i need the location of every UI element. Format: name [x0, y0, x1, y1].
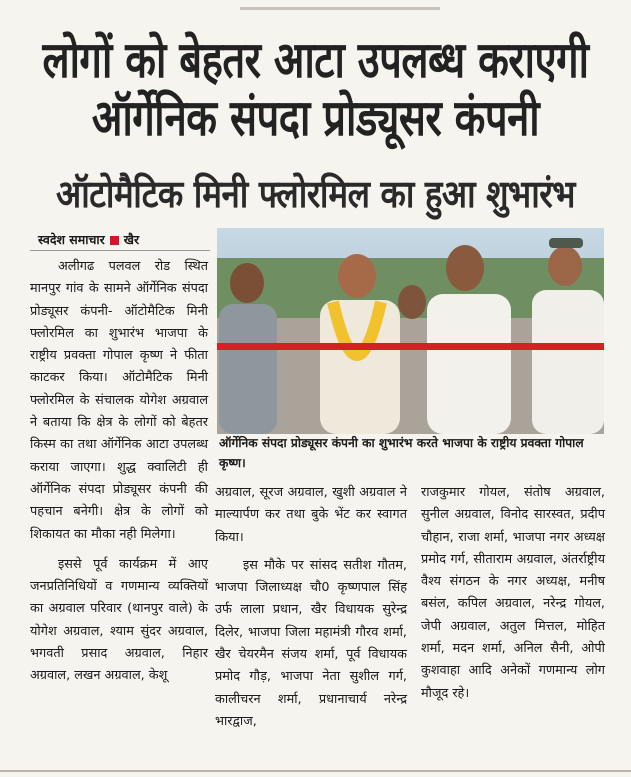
article-column-1 — [30, 256, 208, 688]
column1-paragraph-2: इससे पूर्व कार्यक्रम में आए जनप्रतिनिधियों व गणमान्य व्यक्तियों का अग्रवाल परिवार (थानपुर वाले) के योगेश अग्रवाल, श्याम सुंदर अग्रवाल, भगवती प्रसाद अग्रवाल, निहार अग्रवाल, लखन अग्रवाल, केशू — [30, 556, 208, 684]
top-page-strip — [0, 0, 631, 8]
headline-line-1: लोगों को बेहतर आटा उपलब्ध कराएगी — [42, 31, 589, 90]
column3-paragraph-1: राजकुमार गोयल, संतोष अग्रवाल, सुनील अग्रवाल, विनोद सारस्वत, प्रदीप चौहान, राजा शर्मा, भाजपा नगर अध्यक्ष प्रमोद गर्ग, सीताराम अग्रवाल, अंतर्राष्ट्रीय वैश्य संगठन के नगर अध्यक्ष, मनीष बसंल, कपिल अग्रवाल, नरेन्द्र गोयल, जेपी अग्रवाल, अतुल मित्तल, मोहित शर्मा, मदन शर्मा, अनिल सैनी, ओपी कुशवाहा आदि अनेकों गणमान्य लोग मौजूद रहे। — [421, 485, 605, 701]
column1-paragraph-1: अलीगढ पलवल रोड स्थित मानपुर गांव के सामने ऑर्गेनिक संपदा प्रोड्यूसर कंपनी- ऑटोमैटिक मिनी फ्लोरमिल का शुभारंभ भाजपा के राष्ट्रीय प्रवक्ता गोपाल कृष्ण ने फीता काटकर किया। ऑटोमैटिक मिनी फ्लोरमिल के संचालक योगेश अग्रवाल ने बताया कि क्षेत्र के लोगों को बेहतर किस्म का तथा ऑर्गेनिक आटा उपलब्ध कराया जाएगा। शुद्ध क्वालिटी ही ऑर्गेनिक संपदा प्रोड्यूसर कंपनी की पहचान बनेगी। क्षेत्र के लोगों को शिकायत का मौका नही मिलेगा। — [30, 259, 208, 542]
byline-place: खैर — [123, 232, 140, 247]
byline — [38, 231, 139, 248]
byline-divider — [30, 250, 210, 251]
column2-paragraph-1: अग्रवाल, सूरज अग्रवाल, खुशी अग्रवाल ने माल्यार्पण कर तथा बुके भेंट कर स्वागत किया। — [215, 485, 407, 545]
article-column-2 — [215, 482, 407, 733]
red-square-icon — [110, 236, 119, 245]
byline-source: स्वदेश समाचार — [38, 232, 105, 247]
subheadline: ऑटोमैटिक मिनी फ्लोरमिल का हुआ शुभारंभ — [56, 171, 575, 217]
headline-line-2: ऑर्गेनिक संपदा प्रोड्यूसर कंपनी — [91, 89, 540, 148]
event-photo — [217, 228, 604, 434]
column2-paragraph-2: इस मौके पर सांसद सतीश गौतम, भाजपा जिलाध्यक्ष चौ0 कृष्णपाल सिंह उर्फ लाला प्रधान, खैर विधायक सुरेन्द्र दिलेर, भाजपा जिला महामंत्री गौरव शर्मा, खैर चेयरमैन संजय शर्मा, पूर्व विधायक प्रमोद गौड़, भाजपा नेता सुशील गर्ग, कालीचरन शर्मा, प्रधानाचार्य नरेन्द्र भारद्वाज, — [215, 557, 407, 729]
photo-caption: ऑर्गेनिक संपदा प्रोड्यूसर कंपनी का शुभारंभ करते भाजपा के राष्ट्रीय प्रवक्ता गोपाल कृष्ण। — [219, 436, 584, 470]
article-column-3 — [421, 482, 605, 705]
bottom-divider — [0, 770, 631, 772]
